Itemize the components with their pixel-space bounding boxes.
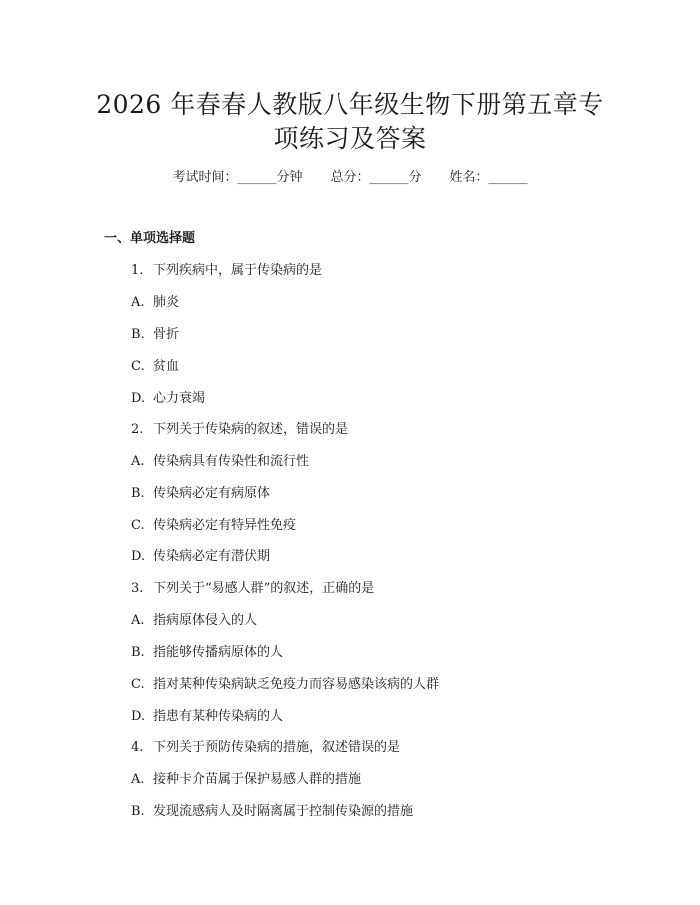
score-blank: ______ xyxy=(369,170,409,185)
option-line xyxy=(131,643,651,663)
document-title-line-1: 2026 年春春人教版八年级生物下册第五章专 xyxy=(96,90,604,119)
option-line xyxy=(131,611,651,631)
option-letter: A. xyxy=(131,772,145,787)
option-line xyxy=(131,484,651,504)
option-letter: A. xyxy=(131,613,145,628)
option-line xyxy=(131,325,651,345)
option-letter: C. xyxy=(131,518,145,533)
option-letter: D. xyxy=(131,391,146,406)
option-text: 贫血 xyxy=(153,359,180,374)
question-text: 下列疾病中，属于传染病的是 xyxy=(153,263,323,278)
option-letter: D. xyxy=(131,709,146,724)
option-text: 骨折 xyxy=(153,327,180,342)
option-letter: A. xyxy=(131,454,145,469)
option-text: 指对某种传染病缺乏免疫力而容易感染该病的人群 xyxy=(153,677,440,692)
option-letter: C. xyxy=(131,359,145,374)
option-text: 发现流感病人及时隔离属于控制传染源的措施 xyxy=(153,804,414,819)
option-text: 传染病必定有特异性免疫 xyxy=(153,518,297,533)
option-letter: B. xyxy=(131,645,145,660)
option-letter: B. xyxy=(131,327,145,342)
option-line xyxy=(131,547,651,567)
question-number: 4. xyxy=(131,740,144,755)
option-line xyxy=(131,293,651,313)
question-text: 下列关于传染病的叙述，错误的是 xyxy=(153,422,349,437)
option-line xyxy=(131,770,651,790)
section-title: 一、单项选择题 xyxy=(104,231,196,246)
question-line xyxy=(131,420,651,440)
option-letter: B. xyxy=(131,804,145,819)
exam-info xyxy=(0,168,700,188)
name-blank: ______ xyxy=(488,170,528,185)
option-line xyxy=(131,452,651,472)
option-text: 指病原体侵入的人 xyxy=(153,613,258,628)
option-text: 接种卡介苗属于保护易感人群的措施 xyxy=(153,772,362,787)
name-label: 姓名： xyxy=(449,170,489,185)
option-text: 传染病必定有潜伏期 xyxy=(153,549,271,564)
option-letter: A. xyxy=(131,295,145,310)
time-unit: 分钟 xyxy=(276,170,303,185)
score-label: 总分： xyxy=(330,170,370,185)
option-text: 传染病必定有病原体 xyxy=(153,486,271,501)
option-line xyxy=(131,357,651,377)
option-line xyxy=(131,516,651,536)
question-number: 3. xyxy=(131,581,144,596)
option-text: 传染病具有传染性和流行性 xyxy=(153,454,310,469)
question-text: 下列关于预防传染病的措施，叙述错误的是 xyxy=(153,740,401,755)
document-title-line-2: 项练习及答案 xyxy=(273,124,427,153)
time-label: 考试时间： xyxy=(172,170,238,185)
question-number: 1. xyxy=(131,263,144,278)
question-line xyxy=(131,738,651,758)
option-line xyxy=(131,707,651,727)
question-number: 2. xyxy=(131,422,144,437)
time-blank: ______ xyxy=(237,170,277,185)
option-text: 肺炎 xyxy=(153,295,180,310)
option-letter: D. xyxy=(131,549,146,564)
question-line xyxy=(131,261,651,281)
question-line xyxy=(131,579,651,599)
option-line xyxy=(131,802,651,822)
score-unit: 分 xyxy=(408,170,422,185)
option-text: 指能够传播病原体的人 xyxy=(153,645,284,660)
question-text: 下列关于“易感人群”的叙述，正确的是 xyxy=(153,581,375,596)
option-line xyxy=(131,389,651,409)
option-letter: C. xyxy=(131,677,145,692)
option-text: 心力衰竭 xyxy=(153,391,206,406)
option-text: 指患有某种传染病的人 xyxy=(153,709,284,724)
option-line xyxy=(131,675,651,695)
option-letter: B. xyxy=(131,486,145,501)
